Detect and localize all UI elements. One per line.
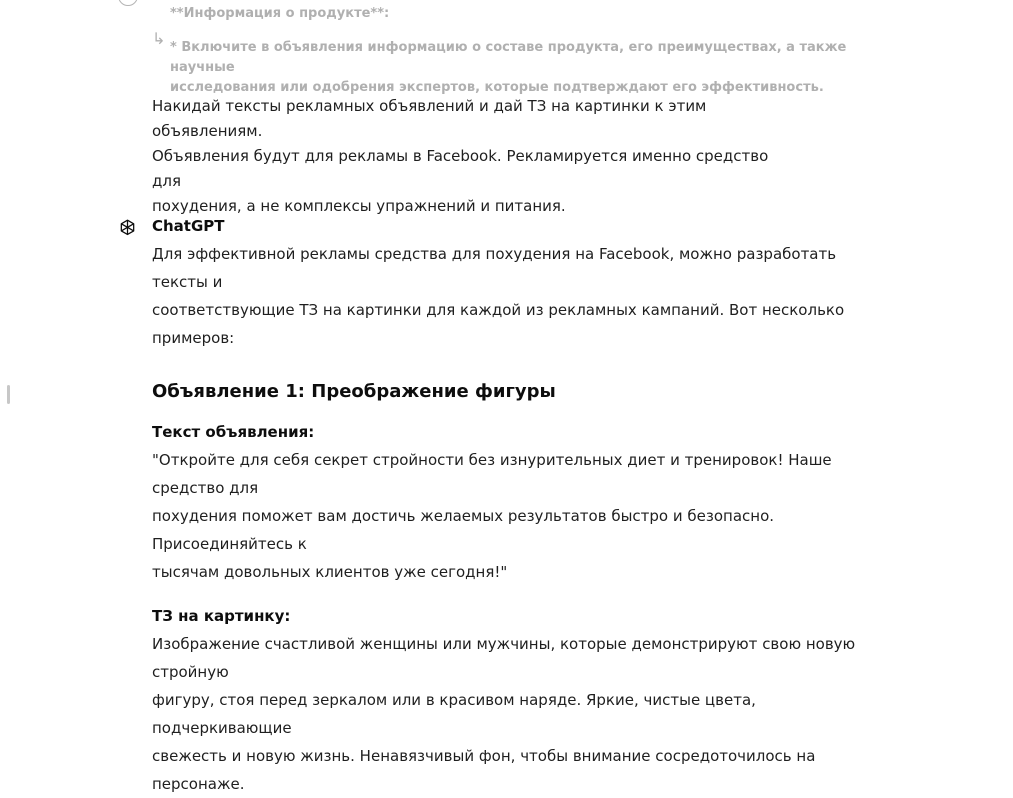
ad-text-line: похудения поможет вам достичь желаемых результатов быстро и безопасно. Присоединяйтесь к bbox=[152, 507, 775, 553]
chatgpt-logo-icon bbox=[118, 218, 137, 237]
user-message-line: Объявления будут для рекламы в Facebook. Рекламируется именно средство для bbox=[152, 147, 769, 190]
ad-heading: Объявление 1: Преображение фигуры bbox=[152, 381, 556, 402]
intro-line: Для эффективной рекламы средства для похудения на Facebook, можно разработать тексты и bbox=[152, 245, 837, 291]
quote-title: **Информация о продукте**: bbox=[170, 6, 390, 21]
assistant-content bbox=[152, 240, 887, 798]
assistant-name: ChatGPT bbox=[152, 217, 225, 235]
ad-text-line: "Откройте для себя секрет стройности без изнурительных диет и тренировок! Наше средство для bbox=[152, 451, 832, 497]
user-message-line: Накидай тексты рекламных объявлений и дай ТЗ на картинки к этим объявлениям. bbox=[152, 97, 707, 140]
user-message bbox=[152, 94, 792, 219]
tz-label: ТЗ на картинку: bbox=[152, 607, 291, 625]
tz-line: свежесть и новую жизнь. Ненавязчивый фон, чтобы внимание сосредоточилось на персонаже. bbox=[152, 747, 816, 793]
ad-text-line: тысячам довольных клиентов уже сегодня!" bbox=[152, 563, 508, 581]
ad-text-label: Текст объявления: bbox=[152, 423, 315, 441]
reply-arrow-icon: ↳ bbox=[152, 29, 166, 48]
intro-line: соответствующие ТЗ на картинки для каждой из рекламных кампаний. Вот несколько примеров: bbox=[152, 301, 845, 347]
quoted-context bbox=[170, 4, 870, 98]
quote-line: * Включите в объявления информацию о составе продукта, его преимуществах, а также научные bbox=[170, 40, 847, 75]
quote-line: исследования или одобрения экспертов, которые подтверждают его эффективность. bbox=[170, 80, 824, 95]
tz-line: фигуру, стоя перед зеркалом или в красивом наряде. Яркие, чистые цвета, подчеркивающие bbox=[152, 691, 756, 737]
user-message-line: похудения, а не комплексы упражнений и питания. bbox=[152, 197, 566, 215]
tz-line: Изображение счастливой женщины или мужчины, которые демонстрируют свою новую стройную bbox=[152, 635, 856, 681]
previous-avatar-icon bbox=[118, 0, 138, 6]
quote-body bbox=[170, 38, 870, 98]
sidebar-resize-handle[interactable] bbox=[7, 385, 10, 404]
